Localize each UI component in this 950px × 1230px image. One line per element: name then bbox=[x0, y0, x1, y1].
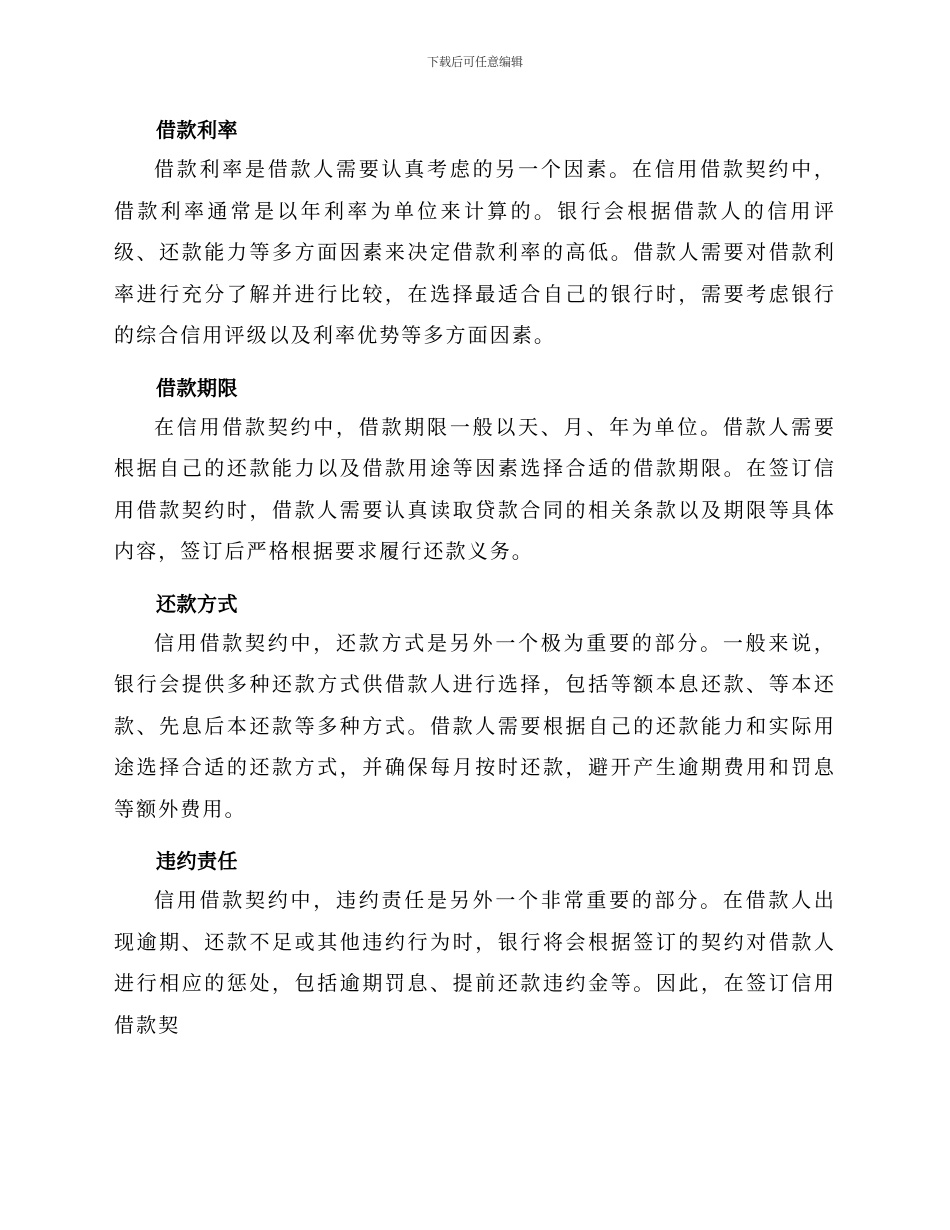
section-repayment-method bbox=[114, 585, 836, 831]
section-heading: 借款期限 bbox=[156, 375, 238, 400]
section-paragraph: 信用借款契约中，还款方式是另外一个极为重要的部分。一般来说，银行会提供多种还款方式供借款人进行选择，包括等额本息还款、等本还款、先息后本还款等多种方式。借款人需要根据自己的还款能力和实际用途选择合适的还款方式，并确保每月按时还款，避开产生逾期费用和罚息等额外费用。 bbox=[114, 630, 836, 821]
section-default-liability bbox=[114, 842, 836, 1046]
section-paragraph: 信用借款契约中，违约责任是另外一个非常重要的部分。在借款人出现逾期、还款不足或其他违约行为时，银行将会根据签订的契约对借款人进行相应的惩处，包括逾期罚息、提前还款违约金等。因此，在签订信用借款契 bbox=[114, 888, 836, 1037]
page-header: 下载后可任意编辑 bbox=[426, 55, 523, 69]
section-paragraph: 借款利率是借款人需要认真考虑的另一个因素。在信用借款契约中，借款利率通常是以年利率为单位来计算的。银行会根据借款人的信用评级、还款能力等多方面因素来决定借款利率的高低。借款人需要对借款利率进行充分了解并进行比较，在选择最适合自己的银行时，需要考虑银行的综合信用评级以及利率优势等多方面因素。 bbox=[114, 157, 836, 347]
section-loan-term bbox=[114, 369, 836, 573]
section-heading: 违约责任 bbox=[156, 849, 238, 873]
section-heading: 还款方式 bbox=[156, 591, 238, 616]
section-interest-rate bbox=[114, 111, 836, 357]
document-body bbox=[114, 111, 836, 1058]
section-paragraph: 在信用借款契约中，借款期限一般以天、月、年为单位。借款人需要根据自己的还款能力以及借款用途等因素选择合适的借款期限。在签订信用借款契约时，借款人需要认真读取贷款合同的相关条款以及期限等具体内容，签订后严格根据要求履行还款义务。 bbox=[114, 414, 836, 563]
section-heading: 借款利率 bbox=[156, 118, 238, 142]
